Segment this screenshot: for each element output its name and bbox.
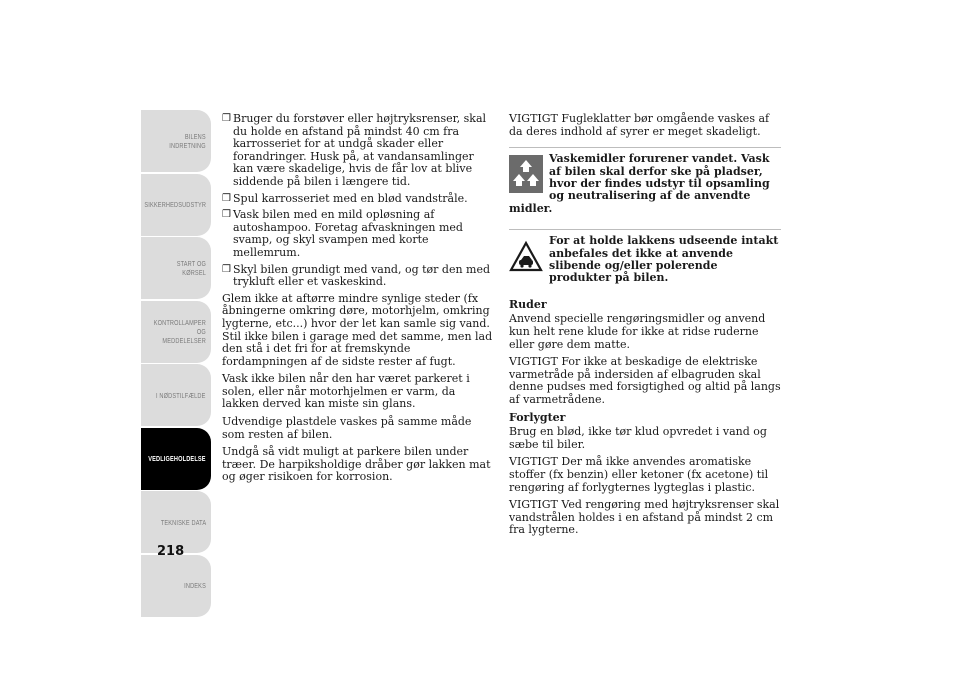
page-number: 218 xyxy=(157,544,185,559)
tab-sikkerhedsudstyr[interactable] xyxy=(141,174,211,236)
right-column xyxy=(509,113,781,542)
paragraph: Anvend specielle rengøringsmidler og anvend kun helt rene klude for ikke at ridse ruderne eller gøre dem matte. xyxy=(509,312,766,351)
tab-label: TEKNISKE DATA xyxy=(160,517,206,527)
list-item xyxy=(222,113,494,189)
tab-label: START OG KØRSEL xyxy=(176,259,206,277)
list-item xyxy=(222,209,494,259)
tab-label: INDEKS xyxy=(184,581,206,590)
list-item-text: Bruger du forstøver eller højtryksrenser, skal du holde en afstand på mindst 40 cm fra karrosseriet for at undgå skader eller forandringer. Husk på, at vandansamlinger kan være skadelige, hvis de får lov at blive siddende på bilen i længere tid. xyxy=(233,112,487,188)
tab-label: SIKKERHEDSUDSTYR xyxy=(144,200,206,209)
chapter-sidebar xyxy=(141,110,211,618)
list-item xyxy=(222,264,494,289)
tab-label: I NØDSTILFÆLDE xyxy=(156,390,206,400)
paragraph: Udvendige plastdele vaskes på samme måde som resten af bilen. xyxy=(222,415,472,441)
list-item-text: Skyl bilen grundigt med vand, og tør den med trykluft eller et vaskeskind. xyxy=(233,262,491,289)
paragraph: VIGTIGT For ikke at beskadige de elektriske varmetråde på indersiden af elbagruden skal denne pudses med forsigtighed og altid på langs af varmetrådene. xyxy=(509,355,781,406)
section-heading-forlygter: Forlygter xyxy=(509,410,566,424)
tab-label: BILENS INDRETNING xyxy=(169,132,206,150)
bullet-checkbox-icon: ❒ xyxy=(222,113,231,124)
warning-triangle-car-icon xyxy=(509,237,543,275)
paragraph: VIGTIGT Der må ikke anvendes aromatiske stoffer (fx benzin) eller ketoner (fx acetone) til rengøring af forlygternes lygteglas i plastic. xyxy=(509,455,769,494)
tab-indeks[interactable] xyxy=(141,555,211,617)
tab-i-nodstilfaelde[interactable] xyxy=(141,364,211,426)
section-heading-ruder: Ruder xyxy=(509,297,547,311)
paragraph: VIGTIGT Fugleklatter bør omgående vaskes af da deres indhold af syrer er meget skadeligt. xyxy=(509,112,770,138)
paragraph: VIGTIGT Ved rengøring med højtryksrenser skal vandstrålen holdes i en afstand på mindst 2 cm fra lygterne. xyxy=(509,498,780,537)
bullet-checkbox-icon: ❒ xyxy=(222,263,231,275)
tab-label: KONTROLLAMPER OG MEDDELELSER xyxy=(153,318,206,345)
tab-vedligeholdelse[interactable] xyxy=(141,428,211,490)
paragraph: Brug en blød, ikke tør klud opvredet i vand og sæbe til biler. xyxy=(509,425,767,451)
bullet-checkbox-icon: ❒ xyxy=(222,192,231,204)
left-column xyxy=(222,113,494,489)
tab-label: VEDLIGEHOLDELSE xyxy=(148,454,206,463)
paragraph: Undgå så vidt muligt at parkere bilen under træer. De harpiksholdige dråber gør lakken mat og øger risikoen for korrosion. xyxy=(222,445,491,484)
recycle-icon xyxy=(509,155,543,193)
paragraph: Vask ikke bilen når den har været parkeret i solen, eller når motorhjelmen er varm, da lakken derved kan miste sin glans. xyxy=(222,372,470,411)
list-item xyxy=(222,193,494,206)
tab-bilens-indretning[interactable] xyxy=(141,110,211,172)
tab-kontrollamper[interactable] xyxy=(141,301,211,363)
environment-notice xyxy=(509,147,781,215)
bullet-checkbox-icon: ❒ xyxy=(222,209,231,221)
tab-start-og-korsel[interactable] xyxy=(141,237,211,299)
paragraph: Glem ikke at aftørre mindre synlige steder (fx åbningerne omkring døre, motorhjelm, omkring lygterne, etc...) hvor der let kan samle sig vand. Stil ikke bilen i garage med det samme, men lad den stå i det fri for at fremskynde fordampningen af de sidste rester af fugt. xyxy=(222,291,493,368)
warning-notice-text: For at holde lakkens udseende intakt anbefales det ikke at anvende slibende og/eller polerende produkter på bilen. xyxy=(549,234,779,285)
warning-notice xyxy=(509,229,781,285)
list-item-text: Vask bilen med en mild opløsning af autoshampoo. Foretag afvaskningen med svamp, og skyl svampen med korte mellemrum. xyxy=(233,208,463,259)
list-item-text: Spul karrosseriet med en blød vandstråle. xyxy=(233,191,468,205)
environment-notice-text: Vaskemidler forurener vandet. Vask af bilen skal derfor ske på pladser, hvor der findes udstyr til opsamling og neutralisering af de anvendte midler. xyxy=(509,152,770,215)
